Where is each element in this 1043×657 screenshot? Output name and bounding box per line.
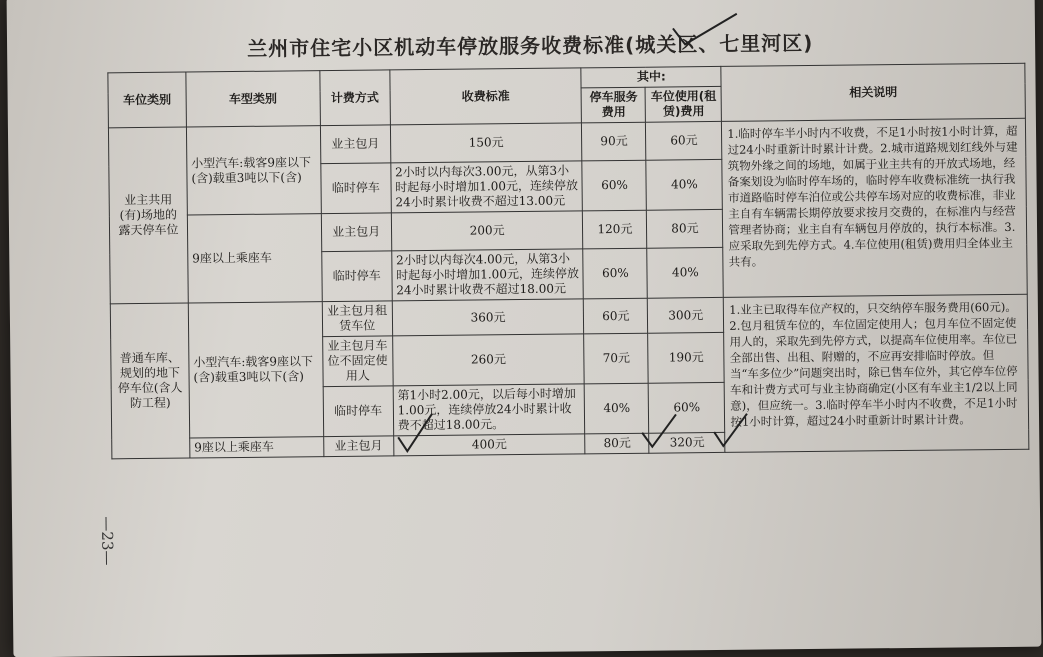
rent-fee-cell: 60% [649,382,725,433]
header-method: 计费方式 [320,70,390,126]
standard-cell: 第1小时2.00元，以后每小时增加1.00元，连续停放24小时累计收费不超过18.00元。 [393,384,585,436]
service-fee-cell: 60% [583,248,647,299]
service-fee-cell: 80元 [585,433,649,454]
category-cell: 普通车库、规划的地下停车位(含人防工程) [110,303,190,459]
method-cell: 临时停车 [323,386,393,437]
page-number: —23— [98,516,117,566]
standard-cell: 150元 [390,123,582,163]
rent-fee-cell: 190元 [648,332,724,383]
vehicle-cell: 9座以上乘座车 [187,214,322,303]
handwritten-check-title-icon [671,10,741,51]
handwritten-check-icon [711,410,751,450]
service-fee-cell: 60% [582,160,646,211]
handwritten-check-icon [395,411,435,455]
service-fee-cell: 60元 [584,298,648,334]
service-fee-cell: 90元 [582,122,646,161]
notes-cell: 1.业主已取得车位产权的，只交纳停车服务费用(60元)。2.包月租赁车位的，车位固定使用人；包月车位不固定使用人的，采取先到先停方式，以提高车位使用率。车位已全部出售、出租、附赠的，不应再安排临时停放。但当“车多位少”问题突出时，除已售车位外，其它停车位停车和计费方式可与业主协商确定(小区有车业主1/2以上同意)，但应统一。3.临时停车半小时内不收费，不足1小时按1小时计算，超过24小时重新计时累计计费。 [724,294,1029,452]
header-group: 其中: [581,66,721,87]
fee-table [107,63,1029,460]
standard-cell: 2小时以内每次3.00元，从第3小时起每小时增加1.00元，连续停放24小时累计收费不超过13.00元 [391,161,583,213]
method-cell: 业主包月 [320,125,390,164]
header-service-fee: 停车服务费用 [582,87,646,123]
rent-fee-cell: 40% [646,159,722,210]
notes-cell: 1.临时停车半小时内不收费，不足1小时按1小时计算，超过24小时重新计时累计计费。2.城市道路规划红线外与建筑物外缘之间的场地，如属于业主共有的开放式场地，经备案划设为临时停车场的，临时停车收费标准统一执行我市道路临时停车泊位或公共停车场对应的收费标准，非业主自有车辆需长期停放要求按月交费的，在标准内与经营管理者协商；业主自有车辆包月停放的，执行本标准。3.应采取先到先停方式。4.车位使用(租赁)费用归全体业主共有。 [722,118,1027,297]
method-cell: 业主包月车位不固定使用人 [322,336,392,387]
vehicle-cell: 9座以上乘座车 [190,437,324,458]
header-row [108,63,1025,93]
rent-fee-cell: 40% [647,247,723,298]
method-cell: 业主包月租赁车位 [322,301,392,337]
category-cell: 业主共用(有)场地的露天停车位 [108,127,188,304]
header-notes: 相关说明 [721,63,1025,121]
rent-fee-cell: 60元 [646,121,722,160]
method-cell: 临时停车 [321,163,391,214]
standard-cell: 200元 [391,211,583,251]
document-page [7,0,1042,657]
service-fee-cell: 120元 [583,210,647,249]
standard-cell: 2小时以内每次4.00元，从第3小时起每小时增加1.00元，连续停放24小时累计收费不超过18.00元 [391,249,583,301]
rent-fee-cell: 300元 [648,297,724,333]
header-vehicle: 车型类别 [186,71,320,127]
method-cell: 临时停车 [322,251,392,302]
service-fee-cell: 40% [585,383,649,434]
standard-cell: 360元 [392,299,584,336]
method-cell: 业主包月 [321,213,391,252]
standard-cell: 400元 [393,434,585,456]
rent-fee-cell: 320元 [649,432,725,453]
vehicle-cell: 小型汽车:载客9座以下(含)载重3吨以下(含) [188,302,323,438]
header-standard: 收费标准 [390,68,582,125]
method-cell: 业主包月 [323,436,393,457]
rent-fee-cell: 80元 [647,209,723,248]
vehicle-cell: 小型汽车:载客9座以下(含)载重3吨以下(含) [186,126,321,215]
document-title: 兰州市住宅小区机动车停放服务收费标准(城关区、七里河区) [246,30,814,61]
header-rent-fee: 车位使用(租赁)费用 [645,86,721,122]
handwritten-check-icon [639,410,679,450]
header-category: 车位类别 [108,72,186,128]
service-fee-cell: 70元 [584,333,648,384]
standard-cell: 260元 [392,334,584,386]
